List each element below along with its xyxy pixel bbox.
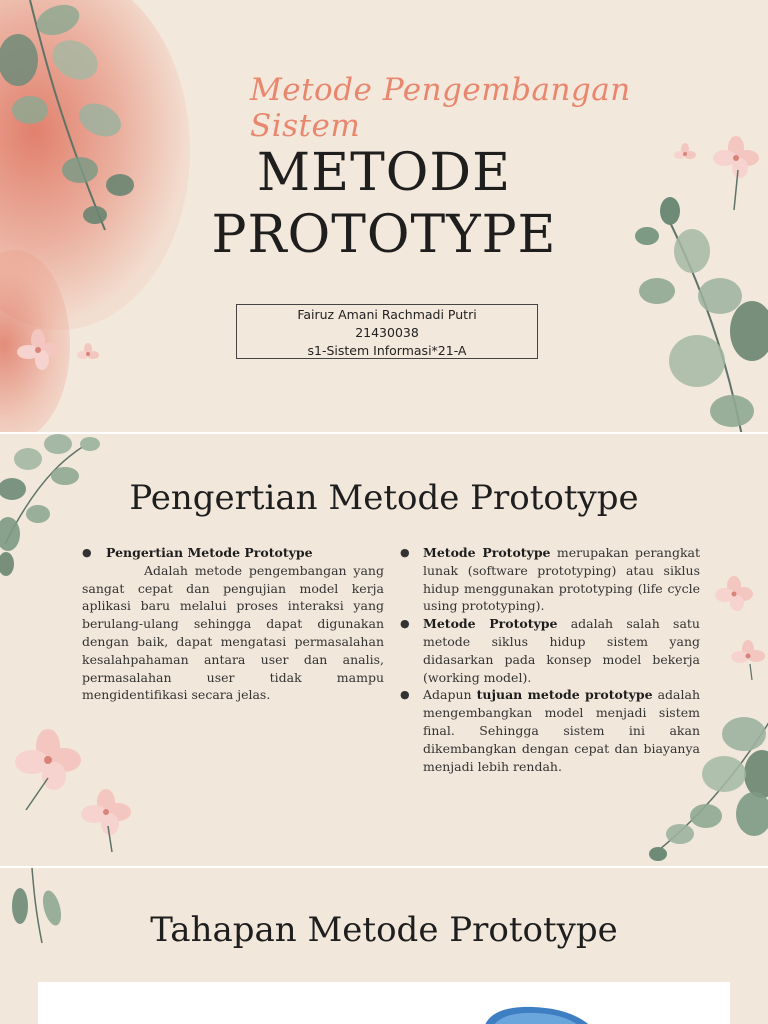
bullet-icon: ●	[400, 688, 410, 702]
blossom-bottom-left-icon	[6, 730, 146, 860]
right-list	[400, 544, 700, 775]
author-name: Fairuz Amani Rachmadi Putri	[297, 307, 477, 322]
list-item	[82, 544, 384, 562]
list-item: ● Metode Prototype adalah salah satu metode siklus hidup sistem yang didasarkan pada konsep model bekerja (working model).	[400, 616, 700, 685]
slide-main-title	[200, 142, 568, 266]
list-item: ● Metode Prototype merupakan perangkat lunak (software prototyping) atau siklus hidup menggunakan prototyping (life cycle using prototyping).	[400, 545, 700, 614]
eucalyptus-branch-left-icon	[0, 0, 150, 240]
author-class: s1-Sistem Informasi*21-A	[307, 343, 467, 358]
left-column	[82, 544, 384, 704]
item-bold-term: tujuan metode prototype	[476, 687, 653, 703]
blossom-right-side-icon	[706, 574, 768, 684]
definition-paragraph: Adalah metode pengembangan yang sangat cepat dan pengujian model kerja aplikasi baru melalui proses interaksi yang berulang-ulang sehingga dapat digunakan dengan baik, dapat mengatasi permasalahan kesalahpahaman antara user dan analis, permasalahan user tidak mampu mengidentifikasi secara jelas.	[82, 562, 384, 703]
item-heading: Pengertian Metode Prototype	[106, 545, 313, 560]
left-list	[82, 544, 384, 562]
stages-slide	[0, 868, 768, 1024]
item-bold-term: Metode Prototype	[423, 545, 551, 560]
section-title: Pengertian Metode Prototype	[129, 478, 639, 518]
eucalyptus-branch-right-icon	[632, 196, 768, 432]
list-item: ● Adapun tujuan metode prototype adalah mengembangkan model menjadi sistem final. Sehingga sistem ini akan dikembangkan dengan cepat dan biayanya menjadi lebih rendah.	[400, 687, 700, 774]
slide-subtitle: Metode Pengembangan Sistem	[250, 72, 631, 144]
title-line-1: METODE	[256, 143, 512, 203]
title-slide	[0, 0, 768, 432]
bullet-icon: ●	[400, 546, 410, 559]
definition-slide	[0, 434, 768, 866]
bullet-icon: ●	[400, 617, 410, 631]
item-bold-term: Metode Prototype	[423, 616, 558, 632]
bullet-icon: ●	[82, 546, 92, 559]
diagram-shape-icon	[478, 1004, 598, 1024]
right-column	[400, 544, 700, 775]
author-info-box	[236, 304, 538, 359]
author-id: 21430038	[355, 325, 419, 340]
stages-diagram-panel	[38, 982, 730, 1024]
blossom-left-icon	[10, 318, 100, 378]
title-line-2: PROTOTYPE	[211, 205, 557, 265]
section-title: Tahapan Metode Prototype	[150, 910, 618, 950]
